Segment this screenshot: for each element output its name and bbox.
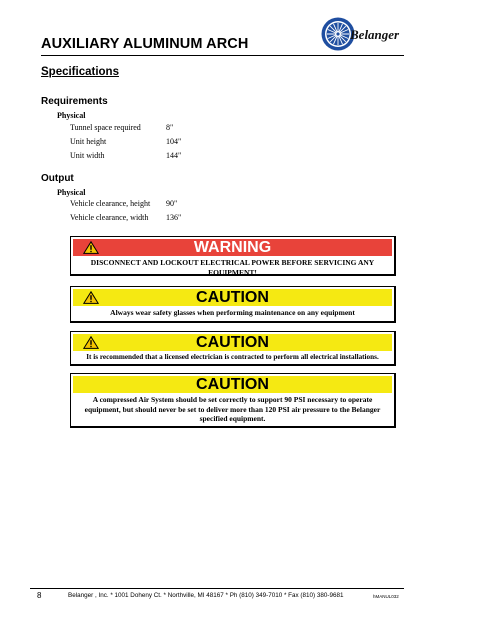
spec-label: Tunnel space required: [70, 123, 141, 132]
spec-value: 136": [166, 213, 182, 222]
specifications-heading: Specifications: [41, 66, 119, 78]
footer-divider: [30, 588, 404, 589]
output-group-label: Physical: [57, 188, 86, 197]
spec-value: 90": [166, 199, 178, 208]
caution-notice-air-system: [70, 373, 396, 428]
spec-value: 8": [166, 123, 174, 132]
page-title: AUXILIARY ALUMINUM ARCH: [41, 36, 249, 52]
warning-notice: [70, 236, 396, 276]
requirements-group-label: Physical: [57, 111, 86, 120]
title-divider: [41, 55, 404, 56]
caution-notice-safety-glasses: [70, 286, 396, 323]
page-number: 8: [37, 591, 42, 600]
warning-banner: [73, 239, 392, 256]
spec-row-clearance-width: [70, 213, 181, 222]
spec-value: 144": [166, 151, 182, 160]
spec-row-unit-height: [70, 137, 181, 146]
spec-row-tunnel-space: [70, 123, 173, 132]
caution-message: A compressed Air System should be set correctly to support 90 PSI necessary to operate equipment, but should never be set to deliver more than 120 PSI air pressure to the Belanger specified equipment.: [84, 395, 381, 423]
caution-title: CAUTION: [196, 289, 269, 306]
spec-label: Vehicle clearance, height: [70, 199, 151, 208]
requirements-heading: Requirements: [41, 96, 108, 107]
caution-banner: [73, 334, 392, 351]
spec-value: 104": [166, 137, 182, 146]
spec-label: Vehicle clearance, width: [70, 213, 149, 222]
spec-row-unit-width: [70, 151, 181, 160]
caution-banner: [73, 376, 392, 393]
footer-address: Belanger , Inc. * 1001 Doheny Ct. * Northville, MI 48167 * Ph (810) 349-7010 * Fax (810) 380-9681: [68, 592, 344, 599]
document-code: hMANUL032: [373, 594, 399, 599]
output-heading: Output: [41, 173, 74, 184]
caution-banner: [73, 289, 392, 306]
warning-title: WARNING: [193, 239, 272, 256]
caution-message: Always wear safety glasses when performing maintenance on any equipment: [110, 308, 355, 317]
caution-notice-electrician: [70, 331, 396, 366]
spec-label: Unit height: [70, 137, 107, 146]
caution-title: CAUTION: [196, 334, 269, 351]
belanger-logo: [320, 16, 404, 52]
logo-wordmark: Belanger: [350, 27, 400, 42]
warning-message: DISCONNECT AND LOCKOUT ELECTRICAL POWER BEFORE SERVICING ANY EQUIPMENT!: [90, 258, 375, 277]
caution-title: CAUTION: [196, 376, 269, 393]
spec-row-clearance-height: [70, 199, 177, 208]
spec-label: Unit width: [70, 151, 105, 160]
caution-message: It is recommended that a licensed electrician is contracted to perform all electrical installations.: [86, 353, 379, 361]
